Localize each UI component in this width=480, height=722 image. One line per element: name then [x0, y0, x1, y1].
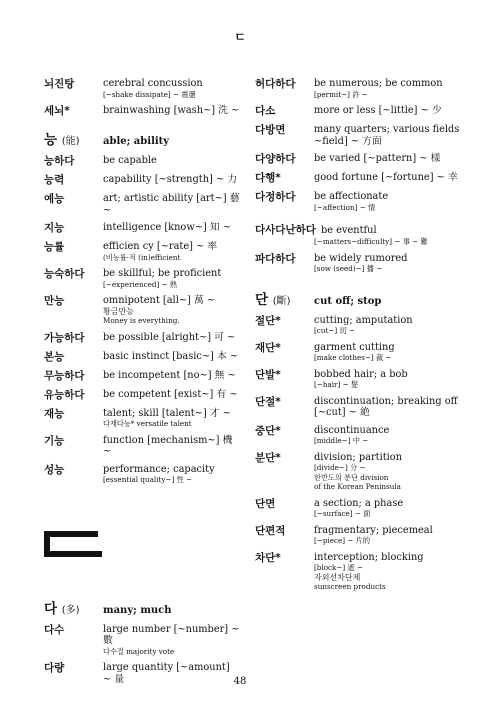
gloss: be affectionate [314, 191, 389, 202]
definition [103, 105, 240, 117]
etymology: [~piece] ~ 片的 [314, 536, 371, 545]
example-translation: Money is everything. [103, 316, 180, 325]
headword: 절단* [255, 314, 281, 327]
headword: 중단* [255, 424, 281, 437]
gloss: be skillful; be proficient [103, 268, 222, 279]
section-head-neung [44, 128, 240, 148]
headword: 다양하다 [255, 153, 296, 165]
digeut-top-stroke [44, 531, 98, 537]
headword: 다사다난하다 [255, 224, 316, 236]
entry-danpyeonjeok [255, 525, 460, 546]
definition: many quarters; various fields ~field] ~ 方面 [314, 124, 460, 147]
definition [314, 253, 460, 274]
entry-dajeonghada [255, 191, 460, 212]
entry-chadan [255, 552, 460, 592]
headword: 허다하다 [255, 78, 296, 90]
entry-neungnyul [44, 241, 240, 262]
headword: 단절* [255, 395, 281, 408]
headword: 단발* [255, 368, 281, 381]
etymology: [divide~] 分 ~ [314, 463, 366, 472]
definition [314, 452, 460, 492]
entry-yeneung [44, 193, 240, 216]
definition [314, 191, 460, 212]
definition [314, 342, 460, 363]
headword: 지능 [44, 222, 65, 234]
section-hangul: 단 [255, 291, 269, 308]
gloss: talent; skill [talent~] 才 ~ [103, 407, 231, 419]
definition [103, 241, 240, 262]
definition: be competent [exist~] 有 ~ [103, 388, 238, 400]
left-column [44, 78, 240, 691]
entry-jaedan [255, 342, 460, 363]
headword: 만능 [44, 295, 65, 307]
definition: capability [~strength] ~ 力 [103, 174, 238, 185]
definition: be possible [alright~] 可 ~ [103, 331, 236, 343]
entry-dasu [44, 624, 240, 657]
definition: intelligence [know~] 知 ~ [103, 222, 231, 233]
etymology: [~affection] ~ 情 [314, 202, 376, 212]
gloss: be eventful [320, 225, 377, 236]
gloss: garment cutting [314, 341, 395, 353]
definition [314, 425, 460, 446]
headword: 다수 [44, 623, 65, 636]
entry-dahaeng [255, 172, 460, 185]
definition: basic instinct [basic~] 本 ~ [103, 350, 239, 362]
definition: large quantity [~amount] ~ 量 [103, 662, 230, 685]
headword: 능률 [44, 241, 65, 253]
definition [103, 295, 240, 326]
definition [103, 624, 240, 657]
etymology: [~shake dissipate] ~ 震盪 [103, 89, 196, 99]
entry-senoe [44, 105, 240, 118]
section-hangul: 다 [44, 600, 58, 617]
section-hanja: (能) [61, 136, 80, 147]
gloss: omnipotent [all~] 萬 ~ [103, 295, 216, 306]
entry-dabangmyeon [255, 124, 460, 147]
gloss: bobbed hair; a bob [314, 368, 408, 380]
etymology: [make clothes~] 裁 ~ [314, 353, 392, 362]
entry-muneunghada [44, 370, 240, 383]
etymology: [block~] 遮 ~ [314, 563, 364, 572]
etymology: [permit~] 許 ~ [314, 89, 368, 99]
entry-yuneunghada [44, 389, 240, 402]
definition [314, 315, 460, 336]
headword: 분단* [255, 451, 281, 464]
example-translation: sunscreen products [314, 582, 386, 591]
headword: 무능하다 [44, 369, 85, 382]
section-hanja: (多) [61, 604, 80, 616]
example: 한반도의 분단 division [314, 472, 389, 482]
entry-jaeneung [44, 408, 240, 429]
definition [103, 408, 240, 429]
definition: art; artistic ability [art~] 藝 ~ [103, 193, 240, 216]
definition [255, 237, 460, 247]
entry-dasadananhada [255, 218, 460, 247]
headword: 다정하다 [255, 191, 296, 203]
example-hangul: 황금만능 [103, 306, 134, 316]
headword: 예능 [44, 193, 65, 205]
etymology: [cut~] 切 ~ [314, 326, 355, 335]
headword: 세뇌* [44, 105, 70, 117]
gloss: a section; a phase [314, 497, 404, 509]
section-hangul: 능 [44, 132, 58, 148]
headword: 다소 [255, 105, 276, 117]
headword: 다행* [255, 172, 281, 184]
entry-bonneung [44, 351, 240, 364]
entry-dayanghada [255, 153, 460, 166]
headword: 능력 [44, 174, 65, 186]
page-header-letter: ㄷ [234, 30, 246, 44]
etymology: [essential quality~] 性 ~ [103, 475, 193, 484]
example: 다재다능* versatile talent [103, 419, 192, 428]
section-character [255, 288, 314, 308]
entry-neungnyeok [44, 174, 240, 187]
headword: 기능 [44, 434, 65, 447]
entry-jeoldan [255, 315, 460, 336]
definition [314, 552, 460, 592]
section-gloss: many; much [103, 604, 172, 616]
etymology: [~experienced] ~ 熟 [103, 279, 178, 289]
entry-heodahada [255, 78, 460, 99]
headword: 능숙하다 [44, 268, 85, 280]
definition [103, 464, 240, 485]
section-head-da [44, 597, 240, 617]
etymology: [middle~] 中 ~ [314, 436, 369, 445]
entry-danjeol [255, 396, 460, 419]
gloss: be numerous; be common [314, 78, 443, 89]
section-gloss: cut off; stop [314, 295, 382, 307]
definition: function [mechanism~] 機 ~ [103, 434, 233, 457]
definition: more or less [~little] ~ 少 [314, 105, 442, 116]
gloss: division; partition [314, 451, 402, 463]
gloss: cutting; amputation [314, 314, 413, 326]
entry-gineung [44, 435, 240, 458]
headword: 가능하다 [44, 331, 85, 344]
headword: 본능 [44, 350, 65, 363]
gloss: interception; blocking [314, 551, 424, 563]
etymology: [~hair] ~ 髮 [314, 380, 359, 389]
entry-bundan [255, 452, 460, 492]
section-head-dan [255, 288, 460, 308]
section-hanja: (斷) [272, 295, 291, 307]
example: (비능률·적 (in)efficient [103, 252, 181, 262]
definition: be incompetent [no~] 無 ~ [103, 369, 236, 381]
example-hangul: 자외선차단제 [314, 572, 361, 582]
entry-jungdan [255, 425, 460, 446]
entry-manneung [44, 295, 240, 326]
etymology: [~matters~difficulty] ~ 事 ~ 難 [314, 237, 428, 246]
headword: 단편적 [255, 524, 286, 537]
headword: 뇌진탕 [44, 78, 75, 90]
definition: be varied [~pattern] ~ 樣 [314, 153, 441, 164]
entry-daso [255, 105, 460, 118]
headword: 성능 [44, 463, 65, 476]
section-gloss: able; ability [103, 136, 170, 147]
etymology: [sow (seed)~] 播 ~ [314, 264, 383, 273]
headword: 유능하다 [44, 388, 85, 401]
gloss: be widely rumored [314, 252, 408, 264]
definition [314, 525, 460, 546]
entry-line [255, 218, 460, 237]
example: 다수결 majority vote [103, 646, 175, 656]
etymology: [~surface] ~ 面 [314, 509, 371, 518]
headword: 단면 [255, 497, 276, 510]
entry-seongneung [44, 464, 240, 485]
section-divider-digeut [44, 531, 102, 557]
headword: 다방면 [255, 124, 286, 136]
headword: 파다하다 [255, 252, 296, 265]
headword: 다량 [44, 662, 65, 674]
entry-danbal [255, 369, 460, 390]
example-translation: of the Korean Peninsula [314, 482, 401, 491]
entry-danmyeon [255, 498, 460, 519]
page-number: 48 [233, 676, 247, 687]
section-character [44, 128, 103, 148]
headword: 차단* [255, 551, 281, 564]
gloss: efficien cy [~rate] ~ 率 [103, 241, 218, 252]
entry-neungsukhada [44, 268, 240, 289]
headword: 재단* [255, 341, 281, 354]
headword: 재능 [44, 407, 65, 420]
gloss: performance; capacity [103, 463, 215, 475]
definition [314, 369, 460, 390]
headword: 능하다 [44, 155, 75, 167]
definition [103, 78, 240, 99]
gloss: cerebral concussion [103, 78, 203, 89]
entry-ganeunghada [44, 332, 240, 345]
gloss: discontinuance [314, 424, 390, 436]
entry-neunghada [44, 155, 240, 168]
definition [314, 498, 460, 519]
definition: good fortune [~fortune] ~ 幸 [314, 172, 458, 183]
gloss: brainwashing [wash~] 洗 ~ [103, 105, 240, 116]
definition: be capable [103, 155, 157, 166]
digeut-bottom-stroke [44, 551, 102, 557]
definition [314, 78, 460, 99]
entry-padahada [255, 253, 460, 274]
right-column [255, 78, 460, 598]
definition: discontinuation; breaking off [~cut] ~ 絶 [314, 395, 458, 418]
entry-noejintang [44, 78, 240, 99]
gloss: large number [~number] ~ 數 [103, 623, 240, 646]
definition [103, 268, 240, 289]
entry-jineung [44, 222, 240, 235]
gloss: fragmentary; piecemeal [314, 524, 433, 536]
section-character [44, 597, 103, 617]
